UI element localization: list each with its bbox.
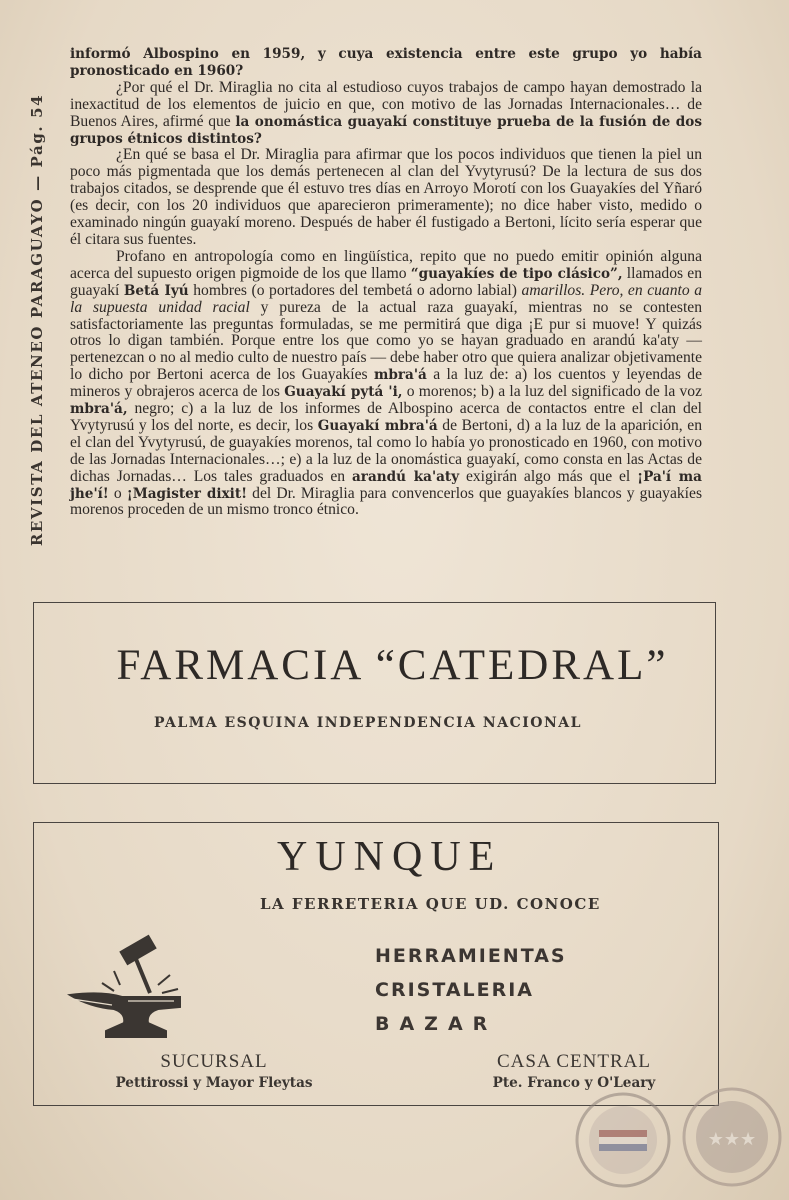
text-run: Profano en antropología como en lingüística, repito que no puedo emitir opinión alguna acerca del supuesto origen pigmoide de los que llamo <box>70 247 702 282</box>
branch-label: SUCURSAL <box>160 1051 268 1072</box>
text-run: mbra'á <box>373 367 427 384</box>
pharmacy-name: FARMACIA “CATEDRAL” <box>116 642 669 689</box>
library-seal-stamp <box>573 1090 673 1190</box>
text-run: arandú ka'aty <box>351 468 460 485</box>
head-office-address: Pte. Franco y O'Leary <box>492 1075 656 1091</box>
anvil-hammer-icon <box>62 933 212 1045</box>
pharmacy-ad <box>33 602 716 784</box>
text-run: amarillos. Pero, en cuanto a la supuesta unidad racial <box>70 281 702 316</box>
text-run: del Dr. Miraglia para convencerlos que guayakíes blancos y guayakíes morenos proceden de un mismo tronco étnico. <box>70 484 703 519</box>
text-run: informó Albospino en 1959, y cuya existencia entre este grupo yo había pronosticado en 1960? <box>70 46 702 79</box>
text-run: ¡Pa'í ma jhe'í! <box>70 468 702 502</box>
text-run: Guayakí pytá 'i, <box>284 384 403 401</box>
head-office <box>454 1051 694 1091</box>
text-run: ¿En qué se basa el Dr. Miraglia para afirmar que los pocos individuos que tienen la piel un poco más pigmentada que los demás pertenecen al clan del Yvytyrusú? De la lectura de sus dos trabajos citados, se desprende que él estuvo tres días en Arroyo Morotí con los Guayakíes del Yñaró (es decir, con los 20 individuos que aparecieron primeramente); no dice haber visto, medido o examinado ningún guayakí moreno. Después de haber él fustigado a Bertoni, lícito sería esperar que él citara sus fuentes. <box>70 146 702 248</box>
text-run: Betá Iyú <box>123 282 189 299</box>
text-run: hombres (o portadores del tembetá o adorno labial) <box>188 281 522 299</box>
head-office-label: CASA CENTRAL <box>497 1051 651 1072</box>
text-run: o morenos; b) a la luz del significado de la voz <box>402 383 702 401</box>
library-star-stamp <box>680 1085 784 1189</box>
text-run: a la luz de: a) los cuentos y leyendas de mineros y obrajeros acerca de los <box>70 366 703 401</box>
text-run: negro; c) a la luz de los informes de Albospino acerca de contactos entre el clan del Yvytyrusú y los del norte, es decir, los <box>70 400 702 434</box>
branch-address: Pettirossi y Mayor Fleytas <box>115 1075 313 1091</box>
product-list <box>375 945 567 1047</box>
text-run: ¿Por qué el Dr. Miraglia no cita al estudioso cuyos trabajos de campo hayan demostrado la inexactitud de los elementos de juicio en que, con motivo de las Jornadas Internacionales… de Buenos Aires, afirmé que <box>70 78 702 130</box>
article-paragraph <box>70 147 702 248</box>
pharmacy-address: PALMA ESQUINA INDEPENDENCIA NACIONAL <box>154 715 582 731</box>
text-run: “guayakíes de tipo clásico”, <box>410 265 623 282</box>
article-paragraph <box>70 249 702 520</box>
hardware-store-ad <box>33 822 719 1106</box>
article-body <box>70 46 702 519</box>
text-run: ¡Magister dixit! <box>126 485 248 502</box>
hardware-store-name: YUNQUE <box>277 834 503 880</box>
article-paragraph <box>70 80 702 148</box>
product-item: BAZAR <box>375 1013 498 1035</box>
running-header <box>22 40 52 600</box>
svg-text:★★★: ★★★ <box>707 1129 757 1150</box>
text-run: mbra'á, <box>70 401 128 418</box>
product-item: CRISTALERIA <box>375 979 535 1001</box>
text-run: y pureza de la actual raza guayakí, mientras no se contesten satisfactoriamente las preguntas formuladas, se me permitirá que diga ¡E pur si muove! Y quizás otros lo digan también. Porque entre los que como yo se hayan graduado en arandú ka'aty — pertenezcan o no al medio culto de nuestro país — debe haber otro que quiera analizar objetivamente lo dicho por Bertoni acerca de los Guayakíes <box>70 298 703 384</box>
text-run: Guayakí mbra'á <box>317 417 438 434</box>
text-run: de Bertoni, d) a la luz de la aparición, en el clan del Yvytyrusú, de guayakíes morenos, tal como lo había yo pronosticado en 1960, con motivo de las Jornadas Internacionales…; e) a la luz de la onomástica guayakí, como consta en las Actas de dichas Jornadas… Los tales graduados en <box>70 416 703 485</box>
running-header-text: REVISTA DEL ATENEO PARAGUAYO — Pág. 54 <box>28 93 46 547</box>
text-run: exigirán algo más que el <box>459 467 638 485</box>
hardware-store-tagline: LA FERRETERIA QUE UD. CONOCE <box>260 895 601 913</box>
product-item: HERRAMIENTAS <box>375 945 567 967</box>
text-run: llamados en guayakí <box>70 264 702 299</box>
article-paragraph <box>70 46 702 80</box>
text-run: o <box>108 484 127 502</box>
text-run: la onomástica guayakí constituye prueba de la fusión de dos grupos étnicos distintos? <box>70 113 702 147</box>
branch-office <box>94 1051 334 1091</box>
